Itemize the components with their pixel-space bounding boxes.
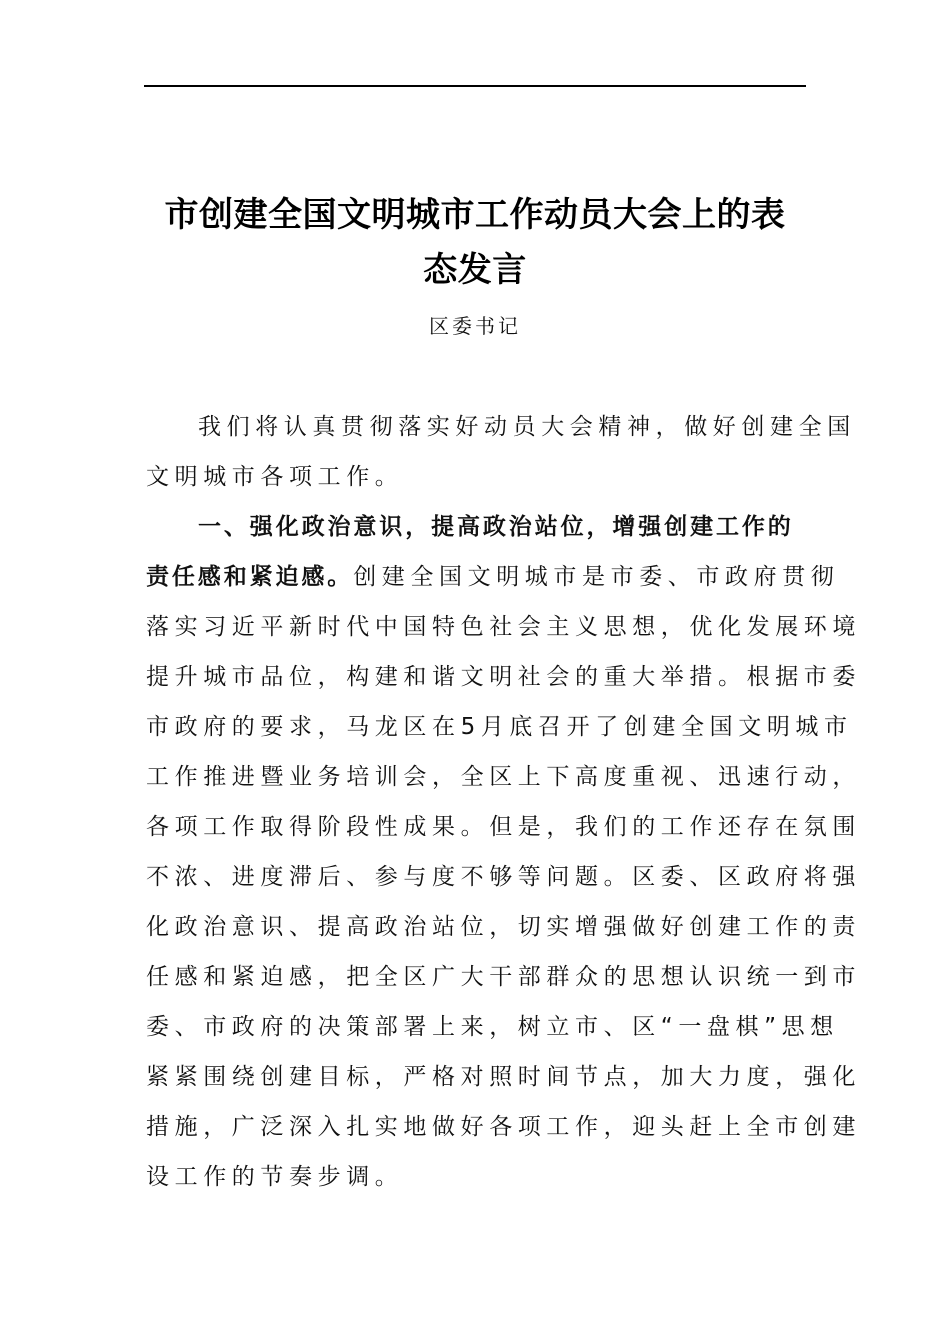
text-line: 工作推进暨业务培训会，全区上下高度重视、迅速行动， <box>146 764 861 790</box>
author-line: 区委书记 <box>429 314 521 338</box>
document-title <box>144 188 806 298</box>
text-line: 设工作的节奏步调。 <box>146 1164 404 1190</box>
text-line: 提升城市品位，构建和谐文明社会的重大举措。根据市委 <box>146 664 861 690</box>
text-line: 措施，广泛深入扎实地做好各项工作，迎头赶上全市创建 <box>146 1114 861 1140</box>
header-rule <box>144 85 806 87</box>
section-heading-end: 责任感和紧迫感。 <box>146 564 354 590</box>
title-line-2: 态发言 <box>423 250 527 290</box>
text-line: 不浓、进度滞后、参与度不够等问题。区委、区政府将强 <box>146 864 861 890</box>
paragraph-intro <box>146 402 856 502</box>
text-line: 紧紧围绕创建目标，严格对照时间节点，加大力度，强化 <box>146 1064 861 1090</box>
text-line: 文明城市各项工作。 <box>146 464 404 490</box>
text-line: 落实习近平新时代中国特色社会主义思想，优化发展环境 <box>146 614 861 640</box>
text-line: 市政府的要求，马龙区在5月底召开了创建全国文明城市 <box>146 714 853 740</box>
text-line: 任感和紧迫感，把全区广大干部群众的思想认识统一到市 <box>146 964 861 990</box>
text-fragment: 创建全国文明城市是市委、市政府贯彻 <box>353 564 840 590</box>
text-line: 委、市政府的决策部署上来，树立市、区“一盘棋”思想 <box>146 1014 839 1040</box>
section-heading: 一、强化政治意识，提高政治站位，增强创建工作的 <box>198 514 794 540</box>
text-line <box>146 552 840 602</box>
title-line-1: 市创建全国文明城市工作动员大会上的表 <box>164 195 786 235</box>
text-line: 化政治意识、提高政治站位，切实增强做好创建工作的责 <box>146 914 861 940</box>
text-line: 我们将认真贯彻落实好动员大会精神，做好创建全国 <box>198 414 856 440</box>
text-line: 各项工作取得阶段性成果。但是，我们的工作还存在氛围 <box>146 814 861 840</box>
document-body <box>146 402 861 1202</box>
paragraph-section-1 <box>146 502 861 1202</box>
